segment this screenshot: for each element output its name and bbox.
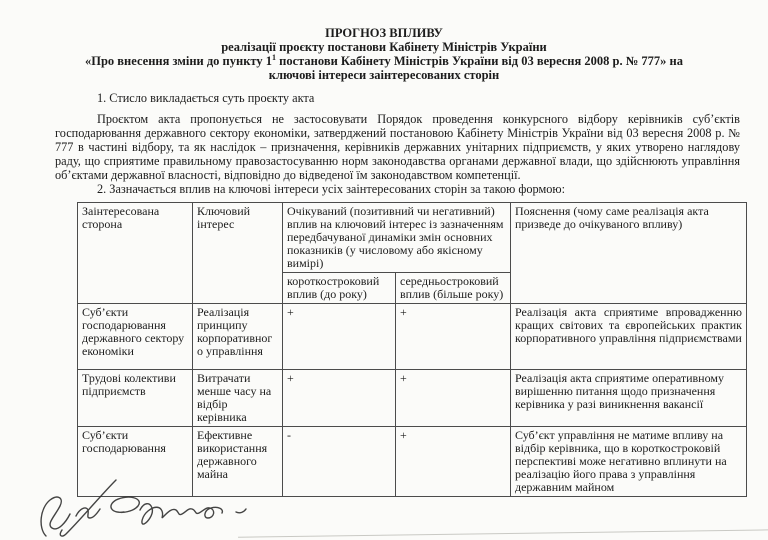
cell-party: Трудові колективи підприємств (78, 370, 193, 427)
doc-title (0, 26, 768, 82)
handwritten-signature (32, 478, 272, 540)
cell-party: Суб’єкти господарювання державного сектору економіки (78, 304, 193, 370)
doc-title-line2: реалізації проєкту постанови Кабінету Міністрів України (221, 40, 547, 54)
cell-short-term: - (283, 427, 396, 497)
section1-paragraph: Проєктом акта пропонується не застосовувати Порядок проведення конкурсного відбору керівників суб’єктів господарювання державного сектору економіки, затверджений постановою Кабінету Міністрів України від 03 вересня 2008 р. № 777 в частині відбору, та як наслідок – призначення, керівників державних унітарних підприємств, у яких утворено наглядову раду, що сприятиме правильному правозастосуванню норм законодавства органами державної влади, що здійснюють управління об’єктами державної власності, відповідно до відведеної їм законодавством компетенції. (55, 112, 740, 182)
cell-party: Суб’єкти господарювання (78, 427, 193, 497)
header-cell-interest: Ключовий інтерес (193, 203, 283, 304)
cell-interest: Ефективне використання державного майна (193, 427, 283, 497)
cell-interest: Реалізація принципу корпоративного управління (193, 304, 283, 370)
cell-explanation: Суб’єкт управління не матиме впливу на відбір керівника, що в короткостроковій перспективі може негативно вплинути на реалізацію його права з управління державним майном (511, 427, 747, 497)
cell-interest: Витрачати менше часу на відбір керівника (193, 370, 283, 427)
header-cell-expected-impact: Очікуваний (позитивний чи негативний) вплив на ключовий інтерес із зазначенням передбачуваної динаміки змін основних показників (у числовому або якісному вимірі) (283, 203, 511, 273)
section1-heading: 1. Стисло викладається суть проєкту акта (97, 91, 315, 105)
table-row (78, 370, 747, 427)
header-cell-explanation: Пояснення (чому саме реалізація акта призведе до очікуваного впливу) (511, 203, 747, 304)
doc-title-line3-text: «Про внесення зміни до пункту 1 (85, 54, 273, 68)
cell-mid-term: + (396, 370, 511, 427)
doc-title-line1: ПРОГНОЗ ВПЛИВУ (325, 26, 443, 40)
scan-artifact-line (238, 529, 768, 538)
header-cell-short-term: короткостроковий вплив (до року) (283, 273, 396, 304)
cell-explanation: Реалізація акта сприятиме оперативному вирішенню питання щодо призначення керівника у разі виникнення вакансії (511, 370, 747, 427)
doc-title-line3 (0, 54, 768, 68)
table-header-row (78, 203, 747, 273)
table-row (78, 304, 747, 370)
cell-mid-term: + (396, 427, 511, 497)
cell-mid-term: + (396, 304, 511, 370)
header-cell-party: Заінтересована сторона (78, 203, 193, 304)
doc-title-line3-tail: постанови Кабінету Міністрів України від 03 вересня 2008 р. № 777» на (276, 54, 683, 68)
footnote-superscript: 1 (272, 52, 277, 62)
doc-title-line4: ключові інтереси заінтересованих сторін (268, 68, 500, 82)
cell-short-term: + (283, 304, 396, 370)
cell-explanation: Реалізація акта сприятиме впровадженню кращих світових та європейських практик корпоративного управління підприємствами (511, 304, 747, 370)
cell-short-term: + (283, 370, 396, 427)
section2-heading: 2. Зазначається вплив на ключові інтереси усіх заінтересованих сторін за такою формою: (97, 182, 565, 196)
impact-table (77, 202, 747, 497)
header-cell-mid-term: середньостроковий вплив (більше року) (396, 273, 511, 304)
